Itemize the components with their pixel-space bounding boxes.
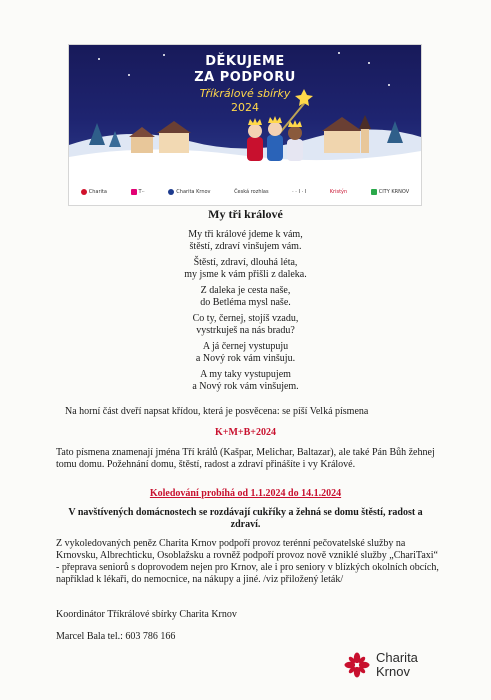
poem-title: My tři králové: [208, 207, 283, 221]
city-icon: [371, 189, 377, 195]
campaign-banner: [68, 44, 422, 206]
logo-wordmark: [376, 651, 418, 679]
partner-logo: T··: [131, 189, 145, 195]
banner-illustration: [69, 45, 421, 178]
charita-krnov-logo: [344, 651, 418, 679]
partner-logo: Kristýn: [329, 189, 348, 195]
caroling-dates: Koledování probíhá od 1.1.2024 do 14.1.2024: [149, 488, 342, 499]
logo-line-2: Krnov: [376, 664, 410, 679]
partner-logo: Charita Krnov: [168, 189, 210, 195]
funds-paragraph: Z vykoledovaných peněz Charita Krnov podpoří provoz terénní pečovatelské služby na: [56, 538, 406, 549]
poem-line: my jsme k vám přišli z daleka.: [184, 269, 307, 280]
logo-line-1: Charita: [376, 650, 418, 665]
chalk-formula: K+M+B+2024: [215, 427, 276, 438]
partner-logo: Česká rozhlas: [234, 189, 269, 195]
contact-line: Marcel Bala tel.: 603 786 166: [56, 631, 176, 642]
poem-line: vystrkuješ na nás bradu?: [196, 325, 295, 336]
poem-line: a Nový rok vám vinšujem.: [192, 381, 299, 392]
poem-line: a Nový rok vám vinšuju.: [195, 353, 296, 364]
banner-title-line2: ZA PODPORU: [194, 70, 296, 85]
formula-meaning: tomu domu. Požehnání domu, štěstí, radost a zdraví přinášíte i vy Králové.: [56, 459, 356, 470]
banner-title-line1: DĚKUJEME: [205, 54, 285, 69]
telekom-icon: [131, 189, 137, 195]
banner-year: 2024: [231, 101, 259, 114]
partner-circle-icon: [168, 189, 174, 195]
partner-logos-row: [69, 182, 421, 202]
partner-logo: CITY KRNOV: [371, 189, 409, 195]
banner-campaign-name: Tříkrálové sbírky: [199, 87, 291, 100]
poem-line: Co ty, černej, stojíš vzadu,: [192, 313, 299, 324]
formula-meaning: Tato písmena znamenají jména Tří králů (Kašpar, Melichar, Baltazar), ale také Pán Bůh žehnej: [56, 447, 435, 458]
funds-paragraph: například k lékaři, do nemocnice, na nákupy a jiné. /viz přiložený leták/: [56, 574, 344, 585]
poem-line: Štěstí, zdraví, dlouhá léta,: [193, 257, 298, 268]
poem-line: štěstí, zdraví vinšujem vám.: [189, 241, 302, 252]
poem-line: A my taky vystupujem: [200, 369, 291, 380]
partner-logo: Charita: [81, 189, 107, 195]
charita-icon: [81, 189, 87, 195]
sweets-note: V navštívených domácnostech se rozdávají cukříky a žehná se domu štěstí, radost a: [68, 507, 423, 518]
charita-cross-icon: [344, 652, 370, 678]
sweets-note: zdraví.: [230, 519, 261, 530]
funds-paragraph: - přeprava seniorů s doprovodem nejen pro Krnov, ale i pro seniory v blízkých okolních obcích,: [56, 562, 439, 573]
door-instruction: Na horní část dveří napsat křídou, která je posvěcena: se píší Velká písmena: [65, 406, 369, 417]
poem-line: Z daleka je cesta naše,: [200, 285, 291, 296]
funds-paragraph: Krnovsku, Albrechticku, Osoblažsku a rovněž podpoří provoz nově vzniklé služby „ChariTaxi“: [56, 550, 438, 561]
coordinator-line: Koordinátor Tříkrálové sbírky Charita Krnov: [56, 609, 237, 620]
poem-line: My tři králové jdeme k vám,: [188, 229, 303, 240]
poem-line: do Betléma mysl naše.: [200, 297, 291, 308]
poem-line: A já černej vystupuju: [202, 341, 289, 352]
partner-logo: · · I · I: [292, 189, 307, 195]
